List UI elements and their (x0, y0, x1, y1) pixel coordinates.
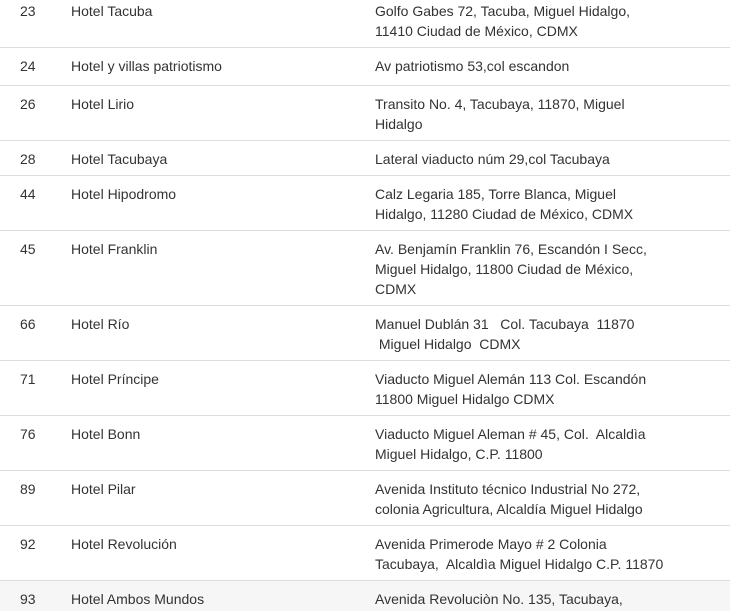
hotel-number: 26 (20, 96, 36, 112)
table-row (0, 231, 730, 306)
table-row (0, 141, 730, 176)
hotel-name: Hotel Lirio (71, 96, 135, 112)
table-row (0, 306, 730, 361)
hotel-address: Viaducto Miguel Aleman # 45, Col. Alcaldìa Miguel Hidalgo, C.P. 11800 (375, 426, 646, 462)
table-row (0, 48, 730, 86)
hotel-number: 66 (20, 316, 36, 332)
hotel-number: 24 (20, 58, 36, 74)
hotel-name: Hotel Tacubaya (71, 151, 168, 167)
hotel-address: Av. Benjamín Franklin 76, Escandón I Secc, Miguel Hidalgo, 11800 Ciudad de México, CDMX (375, 241, 647, 297)
hotel-name: Hotel Franklin (71, 241, 158, 257)
table-row (0, 416, 730, 471)
hotel-number: 23 (20, 3, 36, 19)
table-row (0, 0, 730, 48)
hotel-address: Av patriotismo 53,col escandon (375, 58, 570, 74)
hotel-address: Avenida Instituto técnico Industrial No 272, colonia Agricultura, Alcaldía Miguel Hidalgo (375, 481, 643, 517)
hotel-number: 45 (20, 241, 36, 257)
hotel-address: Calz Legaria 185, Torre Blanca, Miguel Hidalgo, 11280 Ciudad de México, CDMX (375, 186, 634, 222)
hotel-name: Hotel y villas patriotismo (71, 58, 222, 74)
hotel-address: Manuel Dublán 31 Col. Tacubaya 11870 Miguel Hidalgo CDMX (375, 316, 635, 352)
hotel-name: Hotel Tacuba (71, 3, 153, 19)
hotel-number: 44 (20, 186, 36, 202)
hotel-name: Hotel Bonn (71, 426, 141, 442)
hotel-address: Avenida Revoluciòn No. 135, Tacubaya, (375, 591, 623, 607)
hotel-name: Hotel Hipodromo (71, 186, 177, 202)
hotel-number: 28 (20, 151, 36, 167)
hotel-number: 76 (20, 426, 36, 442)
table-row (0, 471, 730, 526)
hotel-address: Avenida Primerode Mayo # 2 Colonia Tacubaya, Alcaldìa Miguel Hidalgo C.P. 11870 (375, 536, 664, 572)
table-row (0, 86, 730, 141)
hotel-name: Hotel Río (71, 316, 130, 332)
table-row (0, 581, 730, 611)
hotel-address: Transito No. 4, Tacubaya, 11870, Miguel Hidalgo (375, 96, 625, 132)
hotel-name: Hotel Revolución (71, 536, 177, 552)
hotel-number: 93 (20, 591, 36, 607)
table-row (0, 526, 730, 581)
hotel-name: Hotel Príncipe (71, 371, 159, 387)
hotel-number: 71 (20, 371, 36, 387)
hotel-name: Hotel Ambos Mundos (71, 591, 205, 607)
hotel-address: Golfo Gabes 72, Tacuba, Miguel Hidalgo, 11410 Ciudad de México, CDMX (375, 3, 631, 39)
table-row (0, 361, 730, 416)
hotel-address: Lateral viaducto núm 29,col Tacubaya (375, 151, 610, 167)
hotel-address: Viaducto Miguel Alemán 113 Col. Escandón 11800 Miguel Hidalgo CDMX (375, 371, 647, 407)
hotel-number: 89 (20, 481, 36, 497)
hotel-name: Hotel Pilar (71, 481, 136, 497)
hotel-number: 92 (20, 536, 36, 552)
table-row (0, 176, 730, 231)
